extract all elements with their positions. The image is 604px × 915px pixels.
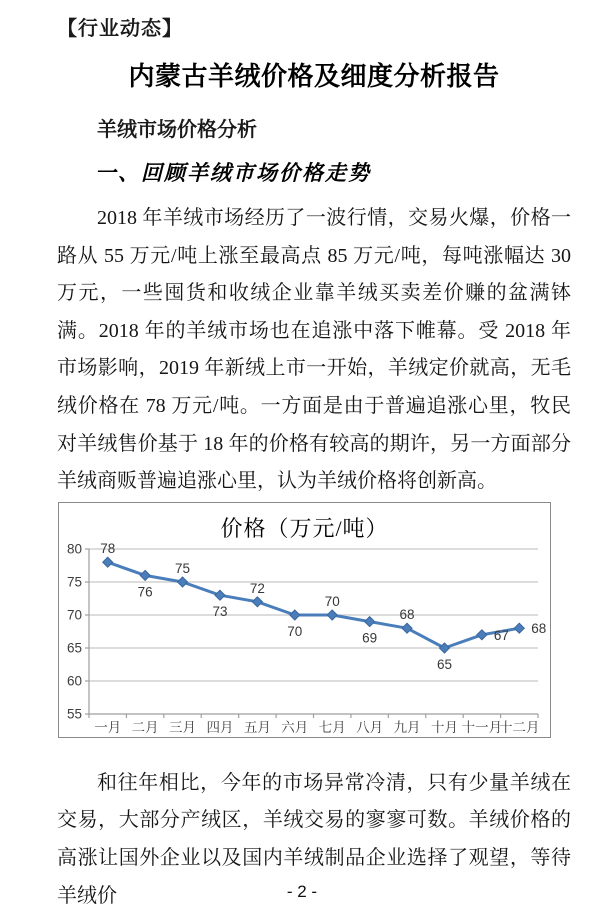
svg-text:五月: 五月 (243, 719, 271, 735)
svg-text:75: 75 (175, 560, 191, 576)
svg-text:76: 76 (137, 584, 153, 600)
chart-x-tick-labels (94, 720, 539, 735)
svg-text:三月: 三月 (169, 719, 197, 735)
svg-text:68: 68 (399, 606, 415, 622)
svg-text:70: 70 (287, 623, 303, 639)
page-footer (0, 882, 604, 902)
svg-text:78: 78 (100, 540, 116, 556)
chart-markers (103, 557, 525, 653)
page-title: 内蒙古羊绒价格及细度分析报告 (128, 62, 500, 91)
svg-text:60: 60 (66, 673, 82, 689)
svg-text:九月: 九月 (393, 719, 421, 735)
svg-text:六月: 六月 (281, 719, 309, 735)
svg-text:十一月: 十一月 (461, 719, 503, 735)
svg-text:73: 73 (212, 603, 228, 619)
header-tag: 【行业动态】 (57, 18, 183, 40)
svg-text:二月: 二月 (131, 719, 159, 735)
svg-text:65: 65 (66, 640, 82, 656)
svg-text:67: 67 (493, 627, 509, 643)
chart-axes (85, 549, 538, 718)
svg-text:80: 80 (66, 541, 82, 557)
svg-text:65: 65 (436, 656, 452, 672)
paragraph-market-current: 和往年相比，今年的市场异常冷清，只有少量羊绒在交易，大部分产绒区，羊绒交易的寥寥可数。羊绒价格的高涨让国外企业以及国内羊绒制品企业选择了观望，等待羊绒价 (57, 771, 571, 907)
chart-gridlines (89, 549, 538, 714)
paragraph-market-review: 2018 年羊绒市场经历了一波行情，交易火爆，价格一路从 55 万元/吨上涨至最高点 85 万元/吨，每吨涨幅达 30 万元，一些囤货和收绒企业靠羊绒买卖差价赚的盆满钵满。2018 年的羊绒市场也在追涨中落下帷幕。受 2018 年市场影响，2019 年新绒上市一开始，羊绒定价就高，无毛绒价格在 78 万元/吨。一方面是由于普遍追涨心里，牧民对羊绒售价基于 18 年的价格有较高的期许，另一方面部分羊绒商贩普遍追涨心里，认为羊绒价格将创新高。 (57, 207, 571, 493)
chart-title: 价格（万元/吨） (220, 515, 389, 541)
svg-text:十月: 十月 (430, 719, 458, 735)
svg-text:72: 72 (249, 580, 265, 596)
svg-text:十二月: 十二月 (499, 719, 540, 735)
svg-text:八月: 八月 (356, 719, 384, 735)
chart-series-line (108, 562, 520, 648)
section-heading: 羊绒市场价格分析 (97, 119, 257, 141)
page-number: - 2 - (286, 882, 318, 901)
svg-text:68: 68 (531, 620, 547, 636)
svg-text:75: 75 (66, 574, 82, 590)
chart-data-labels (100, 541, 546, 672)
svg-text:55: 55 (66, 706, 82, 722)
subsection-heading: 一、回顾羊绒市场价格走势 (95, 161, 371, 185)
svg-text:69: 69 (362, 630, 378, 646)
price-line-chart (58, 502, 551, 738)
svg-text:四月: 四月 (206, 719, 234, 735)
chart-y-tick-labels (67, 541, 82, 721)
svg-text:七月: 七月 (318, 719, 346, 735)
svg-text:一月: 一月 (94, 719, 122, 735)
svg-text:70: 70 (66, 607, 82, 623)
svg-text:70: 70 (324, 593, 340, 609)
